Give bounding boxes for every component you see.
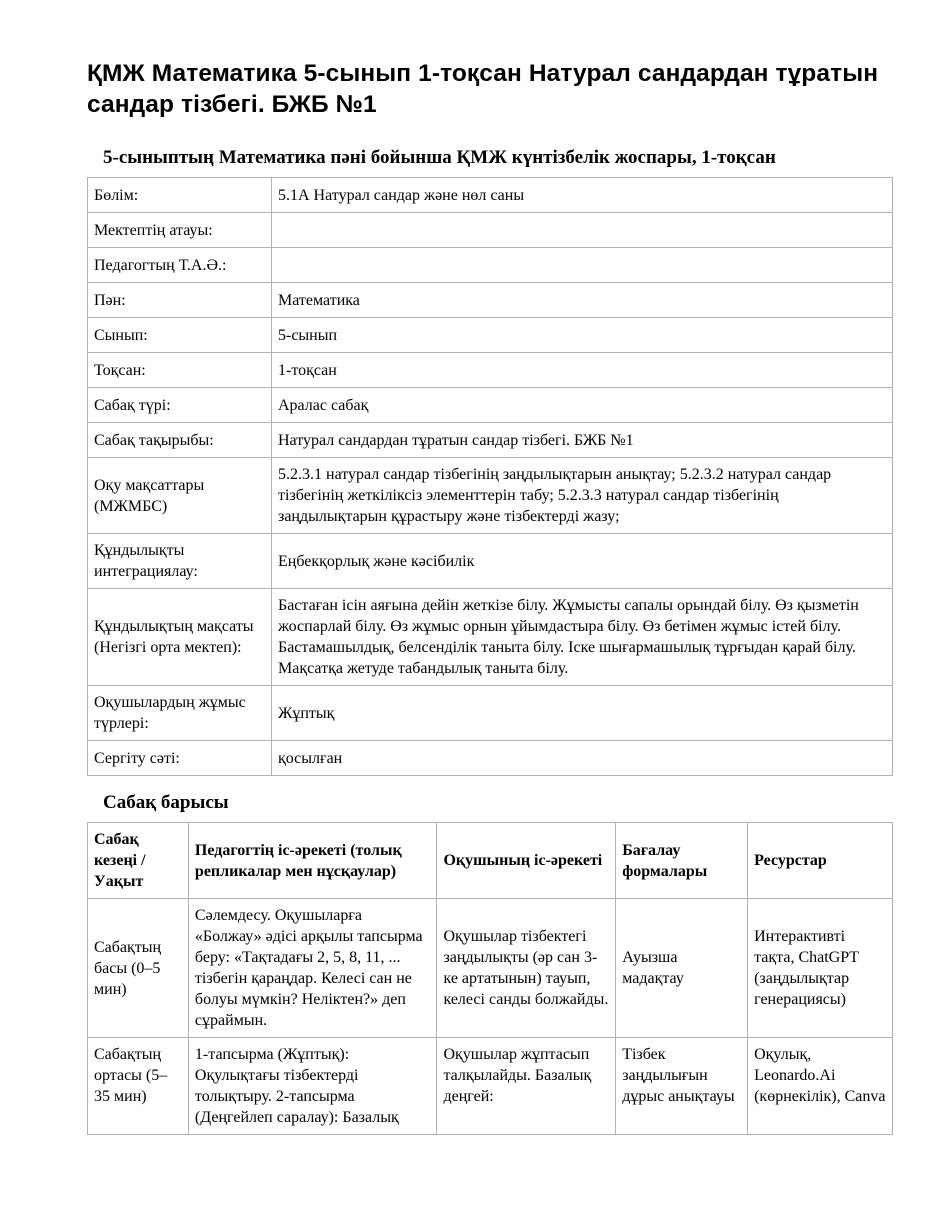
info-value: Бастаған ісін аяғына дейін жеткізе білу. Жұмысты сапалы орындай білу. Өз қызметін жоспарлай білу. Өз жұмыс орнын ұйымдастыра білу. Өз бетімен жұмыс істей білу. Бастамашылдық, белсенділік таныта білу. Іске шығармашылық тұрғыдан қарай білу. Мақсатқа жетуде табандылық таныта білу. [272, 589, 893, 686]
info-value: 5-сынып [272, 318, 893, 353]
info-row [88, 686, 893, 741]
info-value: Еңбекқорлық және кәсібилік [272, 534, 893, 589]
info-value: Математика [272, 283, 893, 318]
info-row [88, 388, 893, 423]
info-row [88, 458, 893, 534]
teacher-activity-cell: 1-тапсырма (Жұптық): Оқулықтағы тізбектерді толықтыру. 2-тапсырма (Деңгейлеп саралау): Базалық [188, 1038, 437, 1135]
info-key: Пән: [88, 283, 272, 318]
info-key: Бөлім: [88, 178, 272, 213]
info-key: Құндылықтың мақсаты (Негізгі орта мектеп): [88, 589, 272, 686]
info-value: 1-тоқсан [272, 353, 893, 388]
info-value: 5.2.3.1 натурал сандар тізбегінің заңдылықтарын анықтау; 5.2.3.2 натурал сандар тізбегінің жеткіліксіз элементтерін табу; 5.2.3.3 натурал сандар тізбегінің заңдылықтарын құрастыру және тізбектерді жазу; [272, 458, 893, 534]
info-row [88, 353, 893, 388]
stage-cell: Сабақтың басы (0–5 мин) [88, 899, 189, 1038]
resources-cell: Интерактивті тақта, ChatGPT (заңдылықтар генерациясы) [748, 899, 893, 1038]
info-value: Натурал сандардан тұратын сандар тізбегі. БЖБ №1 [272, 423, 893, 458]
header-stage: Сабақ кезеңі / Уақыт [88, 823, 189, 899]
info-key: Құндылықты интеграциялау: [88, 534, 272, 589]
info-table [87, 177, 893, 776]
info-row [88, 423, 893, 458]
info-row [88, 213, 893, 248]
document-page [87, 58, 893, 1135]
info-row [88, 741, 893, 776]
plan-heading: 5-сыныптың Математика пәні бойынша ҚМЖ күнтізбелік жоспары, 1-тоқсан [103, 147, 776, 168]
info-row [88, 589, 893, 686]
info-value: қосылған [272, 741, 893, 776]
student-activity-cell: Оқушылар жұптасып талқылайды. Базалық деңгей: [437, 1038, 616, 1135]
info-value: Жұптық [272, 686, 893, 741]
info-row [88, 283, 893, 318]
lesson-row [88, 899, 893, 1038]
student-activity-cell: Оқушылар тізбектегі заңдылықты (әр сан 3-ке артатынын) тауып, келесі санды болжайды. [437, 899, 616, 1038]
info-row [88, 318, 893, 353]
stage-cell: Сабақтың ортасы (5–35 мин) [88, 1038, 189, 1135]
info-key: Педагогтың Т.А.Ә.: [88, 248, 272, 283]
info-value: Аралас сабақ [272, 388, 893, 423]
teacher-activity-cell: Сәлемдесу. Оқушыларға «Болжау» әдісі арқылы тапсырма беру: «Тақтадағы 2, 5, 8, 11, ... тізбегін қараңдар. Келесі сан не болуы мүмкін? Неліктен?» деп сұраймын. [188, 899, 437, 1038]
header-resources: Ресурстар [748, 823, 893, 899]
header-student-activity: Оқушының іс-әрекеті [437, 823, 616, 899]
assessment-cell: Тізбек заңдылығын дұрыс анықтауы [616, 1038, 748, 1135]
info-key: Сабақ түрі: [88, 388, 272, 423]
info-key: Оқушылардың жұмыс түрлері: [88, 686, 272, 741]
info-value [272, 213, 893, 248]
resources-cell: Оқулық, Leonardo.Ai (көрнекілік), Canva [748, 1038, 893, 1135]
info-key: Сергіту сәті: [88, 741, 272, 776]
info-key: Сабақ тақырыбы: [88, 423, 272, 458]
lesson-header-row [88, 823, 893, 899]
info-key: Сынып: [88, 318, 272, 353]
assessment-cell: Ауызша мадақтау [616, 899, 748, 1038]
lesson-heading: Сабақ барысы [103, 792, 229, 813]
info-key: Тоқсан: [88, 353, 272, 388]
header-assessment: Бағалау формалары [616, 823, 748, 899]
header-teacher-activity: Педагогтің іс-әрекеті (толық репликалар мен нұсқаулар) [188, 823, 437, 899]
info-row [88, 178, 893, 213]
lesson-row [88, 1038, 893, 1135]
info-row [88, 248, 893, 283]
lesson-table [87, 822, 893, 1135]
info-row [88, 534, 893, 589]
info-key: Оқу мақсаттары (МЖМБС) [88, 458, 272, 534]
info-value [272, 248, 893, 283]
document-title: ҚМЖ Математика 5-сынып 1-тоқсан Натурал сандардан тұратын сандар тізбегі. БЖБ №1 [87, 60, 879, 118]
info-value: 5.1А Натурал сандар және нөл саны [272, 178, 893, 213]
info-key: Мектептің атауы: [88, 213, 272, 248]
